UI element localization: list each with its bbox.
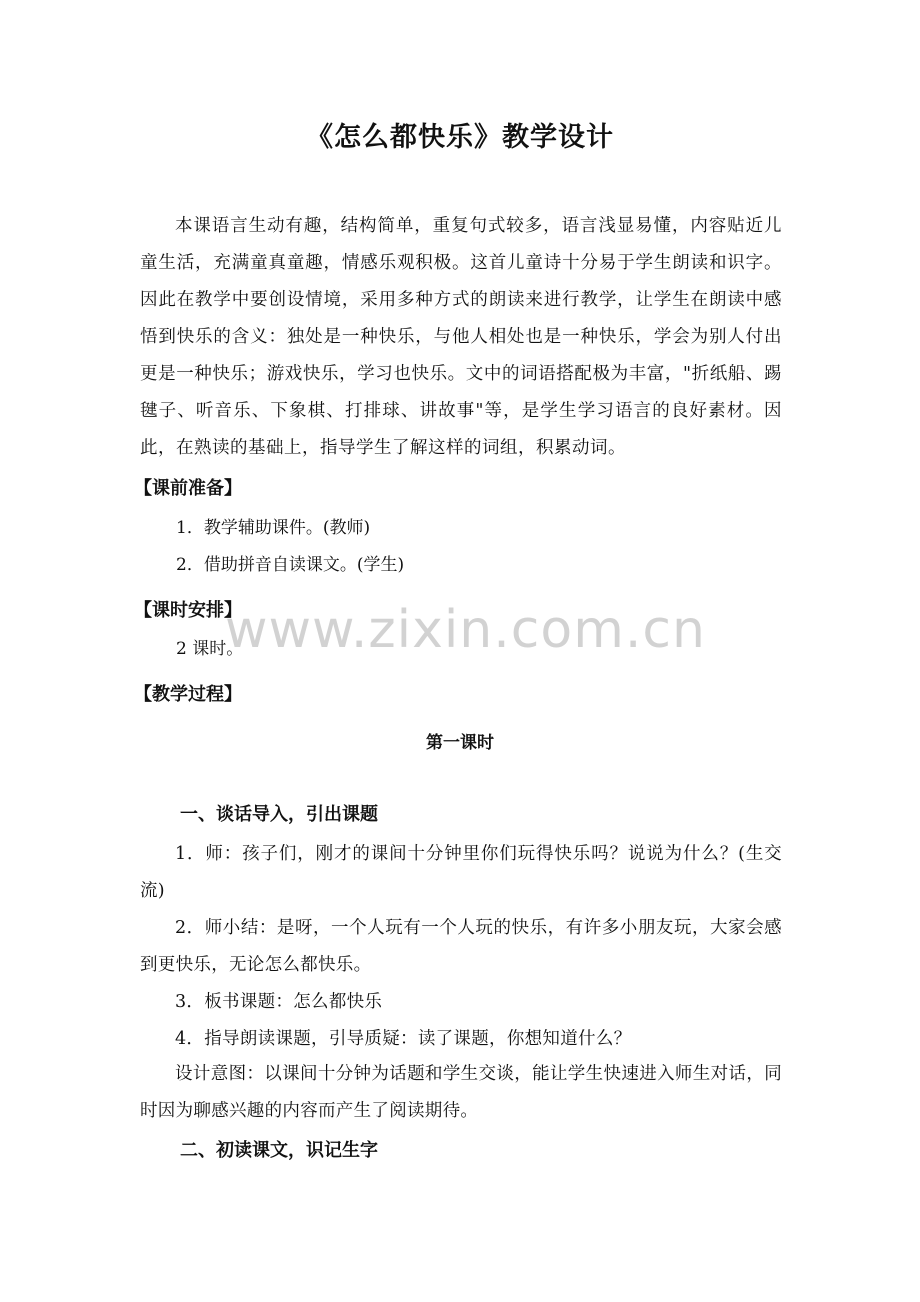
prep-heading: 【课前准备】 bbox=[134, 478, 242, 499]
intro-paragraph: 本课语言生动有趣，结构简单，重复句式较多，语言浅显易懂，内容贴近儿童生活，充满童真童趣，情感乐观积极。这首儿童诗十分易于学生朗读和识字。因此在教学中要创设情境，采用多种方式的朗读来进行教学，让学生在朗读中感悟到快乐的含义：独处是一种快乐，与他人相处也是一种快乐，学会为别人付出更是一种快乐；游戏快乐，学习也快乐。文中的词语搭配极为丰富，"折纸船、踢毽子、听音乐、下象棋、打排球、讲故事"等，是学生学习语言的良好素材。因此，在熟读的基础上，指导学生了解这样的词组，积累动词。 bbox=[140, 216, 782, 458]
prep-item-1: 1．教学辅助课件。(教师) bbox=[176, 518, 371, 538]
watermark: www.zixin.com.cn bbox=[225, 600, 706, 660]
step1-paragraph-4: 4．指导朗读课题，引导质疑：读了课题，你想知道什么？ bbox=[175, 1029, 632, 1049]
schedule-heading: 【课时安排】 bbox=[134, 600, 242, 621]
process-heading: 【教学过程】 bbox=[134, 684, 242, 705]
step1-paragraph-2: 2．师小结：是呀，一个人玩有一个人玩的快乐，有许多小朋友玩，大家会感到更快乐，无论怎么都快乐。 bbox=[140, 918, 782, 975]
lesson-title: 第一课时 bbox=[426, 733, 494, 753]
document-title: 《怎么都快乐》教学设计 bbox=[306, 122, 614, 153]
schedule-text: 2 课时。 bbox=[176, 639, 244, 659]
step2-heading: 二、初读课文，识记生字 bbox=[180, 1140, 378, 1161]
prep-item-2: 2．借助拼音自读课文。(学生) bbox=[176, 555, 405, 575]
step1-paragraph-3: 3．板书课题：怎么都快乐 bbox=[175, 992, 383, 1012]
step1-paragraph-1: 1．师：孩子们，刚才的课间十分钟里你们玩得快乐吗？说说为什么？(生交流) bbox=[140, 844, 782, 901]
design-intent-paragraph: 设计意图：以课间十分钟为话题和学生交谈，能让学生快速进入师生对话，同时因为聊感兴趣的内容而产生了阅读期待。 bbox=[140, 1064, 782, 1121]
step1-heading: 一、谈话导入，引出课题 bbox=[180, 804, 378, 825]
